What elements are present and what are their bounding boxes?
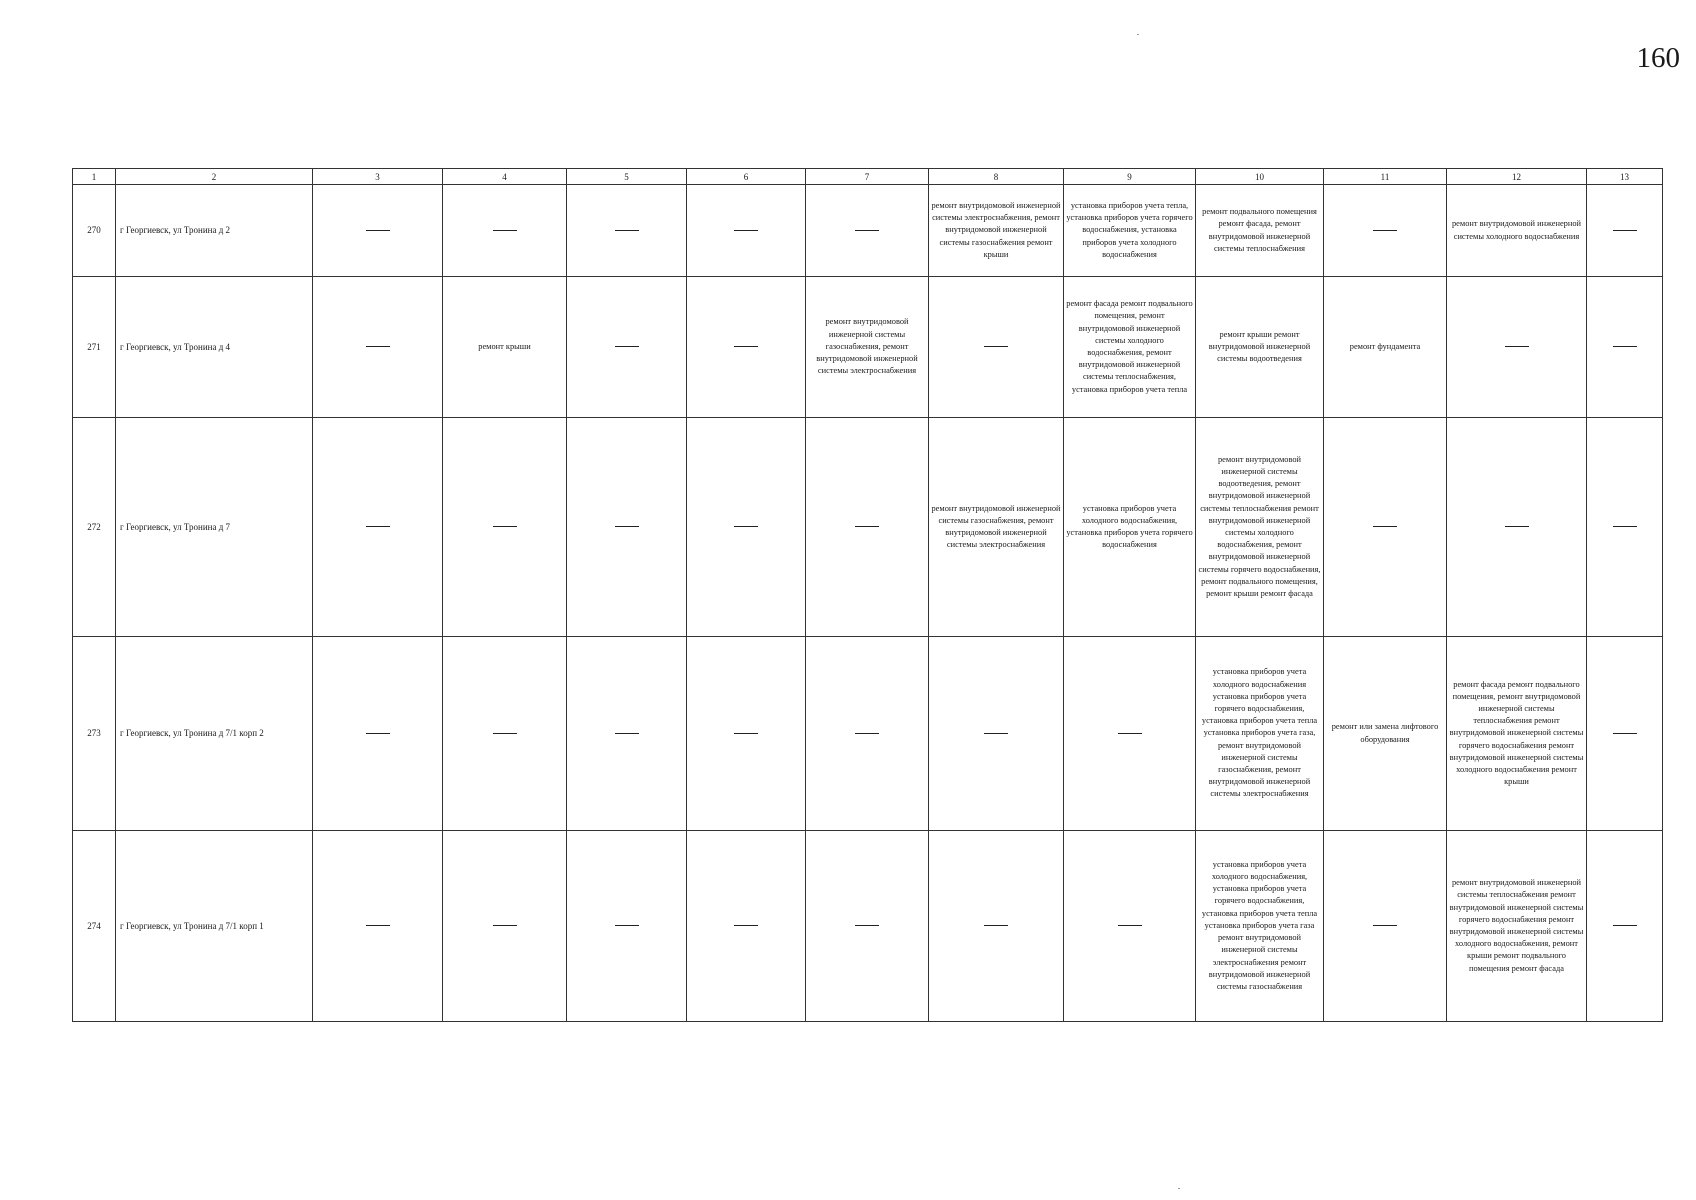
column-number: 11 xyxy=(1324,169,1447,185)
dash-mark xyxy=(366,925,390,926)
dash-mark xyxy=(1373,230,1397,231)
empty-cell xyxy=(567,637,687,831)
table-row xyxy=(73,185,1663,277)
page-number: 160 xyxy=(1636,42,1680,74)
address-cell: г Георгиевск, ул Тронина д 7 xyxy=(116,418,313,637)
empty-cell xyxy=(1064,637,1196,831)
dash-mark xyxy=(493,230,517,231)
column-number: 9 xyxy=(1064,169,1196,185)
empty-cell xyxy=(687,831,806,1022)
empty-cell xyxy=(806,185,929,277)
column-number: 4 xyxy=(443,169,567,185)
work-cell: ремонт внутридомовой инженерной системы теплоснабжения ремонт внутридомовой инженерной системы горячего водоснабжения ремонт внутридомовой инженерной системы холодного водоснабжения, ремонт крыши ремонт подвального помещения ремонт фасада xyxy=(1447,831,1587,1022)
column-number: 10 xyxy=(1196,169,1324,185)
dash-mark xyxy=(734,346,758,347)
work-cell: ремонт крыши ремонт внутридомовой инженерной системы водоотведения xyxy=(1196,277,1324,418)
empty-cell xyxy=(806,418,929,637)
table-row xyxy=(73,277,1663,418)
dash-mark xyxy=(366,733,390,734)
empty-cell xyxy=(1587,637,1663,831)
empty-cell xyxy=(929,277,1064,418)
column-number: 1 xyxy=(73,169,116,185)
empty-cell xyxy=(567,831,687,1022)
work-cell: ремонт подвального помещения ремонт фасада, ремонт внутридомовой инженерной системы теплоснабжения xyxy=(1196,185,1324,277)
work-cell: ремонт крыши xyxy=(443,277,567,418)
column-number: 6 xyxy=(687,169,806,185)
work-cell: ремонт внутридомовой инженерной системы холодного водоснабжения xyxy=(1447,185,1587,277)
empty-cell xyxy=(1324,831,1447,1022)
work-cell: ремонт внутридомовой инженерной системы газоснабжения, ремонт внутридомовой инженерной системы электроснабжения xyxy=(806,277,929,418)
empty-cell xyxy=(443,185,567,277)
scan-speck xyxy=(1137,34,1139,35)
dash-mark xyxy=(615,230,639,231)
dash-mark xyxy=(366,346,390,347)
column-number: 3 xyxy=(313,169,443,185)
address-cell: г Георгиевск, ул Тронина д 4 xyxy=(116,277,313,418)
column-number: 8 xyxy=(929,169,1064,185)
address-cell: г Георгиевск, ул Тронина д 7/1 корп 1 xyxy=(116,831,313,1022)
work-cell: ремонт фасада ремонт подвального помещения, ремонт внутридомовой инженерной системы холодного водоснабжения, ремонт внутридомовой инженерной системы теплоснабжения, установка приборов учета тепла xyxy=(1064,277,1196,418)
dash-mark xyxy=(1613,733,1637,734)
dash-mark xyxy=(984,925,1008,926)
empty-cell xyxy=(567,185,687,277)
column-number: 13 xyxy=(1587,169,1663,185)
empty-cell xyxy=(687,418,806,637)
dash-mark xyxy=(615,925,639,926)
dash-mark xyxy=(1505,526,1529,527)
empty-cell xyxy=(1447,277,1587,418)
row-number: 270 xyxy=(73,185,116,277)
dash-mark xyxy=(1118,925,1142,926)
row-number: 274 xyxy=(73,831,116,1022)
dash-mark xyxy=(734,526,758,527)
row-number: 272 xyxy=(73,418,116,637)
address-cell: г Георгиевск, ул Тронина д 7/1 корп 2 xyxy=(116,637,313,831)
column-number: 2 xyxy=(116,169,313,185)
dash-mark xyxy=(1505,346,1529,347)
work-cell: ремонт внутридомовой инженерной системы водоотведения, ремонт внутридомовой инженерной системы теплоснабжения ремонт внутридомовой инженерной системы холодного водоснабжения, ремонт внутридомовой инженерной системы горячего водоснабжения, ремонт подвального помещения, ремонт крыши ремонт фасада xyxy=(1196,418,1324,637)
row-number: 271 xyxy=(73,277,116,418)
empty-cell xyxy=(929,831,1064,1022)
empty-cell xyxy=(443,831,567,1022)
dash-mark xyxy=(984,733,1008,734)
empty-cell xyxy=(806,831,929,1022)
work-cell: ремонт фасада ремонт подвального помещения, ремонт внутридомовой инженерной системы теплоснабжения ремонт внутридомовой инженерной системы горячего водоснабжения ремонт внутридомовой инженерной системы холодного водоснабжения ремонт крыши xyxy=(1447,637,1587,831)
column-number-row xyxy=(73,169,1663,185)
dash-mark xyxy=(855,733,879,734)
empty-cell xyxy=(313,831,443,1022)
repair-schedule-table xyxy=(72,168,1663,1022)
column-number: 7 xyxy=(806,169,929,185)
empty-cell xyxy=(1587,418,1663,637)
empty-cell xyxy=(313,418,443,637)
work-cell: установка приборов учета холодного водоснабжения, установка приборов учета горячего водоснабжения xyxy=(1064,418,1196,637)
dash-mark xyxy=(734,925,758,926)
table-row xyxy=(73,831,1663,1022)
dash-mark xyxy=(1613,230,1637,231)
empty-cell xyxy=(687,277,806,418)
empty-cell xyxy=(687,637,806,831)
empty-cell xyxy=(806,637,929,831)
dash-mark xyxy=(855,925,879,926)
dash-mark xyxy=(615,526,639,527)
empty-cell xyxy=(1587,277,1663,418)
dash-mark xyxy=(366,526,390,527)
dash-mark xyxy=(615,733,639,734)
work-cell: установка приборов учета холодного водоснабжения, установка приборов учета горячего водоснабжения, установка приборов учета тепла установка приборов учета газа ремонт внутридомовой инженерной системы электроснабжения ремонт внутридомовой инженерной системы газоснабжения xyxy=(1196,831,1324,1022)
table-row xyxy=(73,637,1663,831)
empty-cell xyxy=(313,637,443,831)
work-cell: ремонт фундамента xyxy=(1324,277,1447,418)
dash-mark xyxy=(493,526,517,527)
dash-mark xyxy=(734,230,758,231)
dash-mark xyxy=(1613,925,1637,926)
empty-cell xyxy=(929,637,1064,831)
dash-mark xyxy=(855,230,879,231)
dash-mark xyxy=(493,733,517,734)
empty-cell xyxy=(1324,418,1447,637)
work-cell: установка приборов учета тепла, установка приборов учета горячего водоснабжения, установка приборов учета холодного водоснабжения xyxy=(1064,185,1196,277)
row-number: 273 xyxy=(73,637,116,831)
work-cell: ремонт или замена лифтового оборудования xyxy=(1324,637,1447,831)
empty-cell xyxy=(313,185,443,277)
dash-mark xyxy=(984,346,1008,347)
dash-mark xyxy=(366,230,390,231)
dash-mark xyxy=(1373,925,1397,926)
column-number: 5 xyxy=(567,169,687,185)
empty-cell xyxy=(313,277,443,418)
work-cell: установка приборов учета холодного водоснабжения установка приборов учета горячего водоснабжения, установка приборов учета тепла установка приборов учета газа, ремонт внутридомовой инженерной системы газоснабжения, ремонт внутридомовой инженерной системы электроснабжения xyxy=(1196,637,1324,831)
dash-mark xyxy=(1613,526,1637,527)
dash-mark xyxy=(1118,733,1142,734)
empty-cell xyxy=(1447,418,1587,637)
empty-cell xyxy=(443,418,567,637)
empty-cell xyxy=(443,637,567,831)
empty-cell xyxy=(567,418,687,637)
address-cell: г Георгиевск, ул Тронина д 2 xyxy=(116,185,313,277)
column-number: 12 xyxy=(1447,169,1587,185)
empty-cell xyxy=(687,185,806,277)
work-cell: ремонт внутридомовой инженерной системы электроснабжения, ремонт внутридомовой инженерной системы газоснабжения ремонт крыши xyxy=(929,185,1064,277)
empty-cell xyxy=(567,277,687,418)
dash-mark xyxy=(1373,526,1397,527)
empty-cell xyxy=(1064,831,1196,1022)
work-cell: ремонт внутридомовой инженерной системы газоснабжения, ремонт внутридомовой инженерной системы электроснабжения xyxy=(929,418,1064,637)
dash-mark xyxy=(855,526,879,527)
empty-cell xyxy=(1587,831,1663,1022)
table-row xyxy=(73,418,1663,637)
empty-cell xyxy=(1324,185,1447,277)
dash-mark xyxy=(615,346,639,347)
dash-mark xyxy=(734,733,758,734)
empty-cell xyxy=(1587,185,1663,277)
dash-mark xyxy=(493,925,517,926)
scan-speck xyxy=(1178,1188,1180,1189)
dash-mark xyxy=(1613,346,1637,347)
